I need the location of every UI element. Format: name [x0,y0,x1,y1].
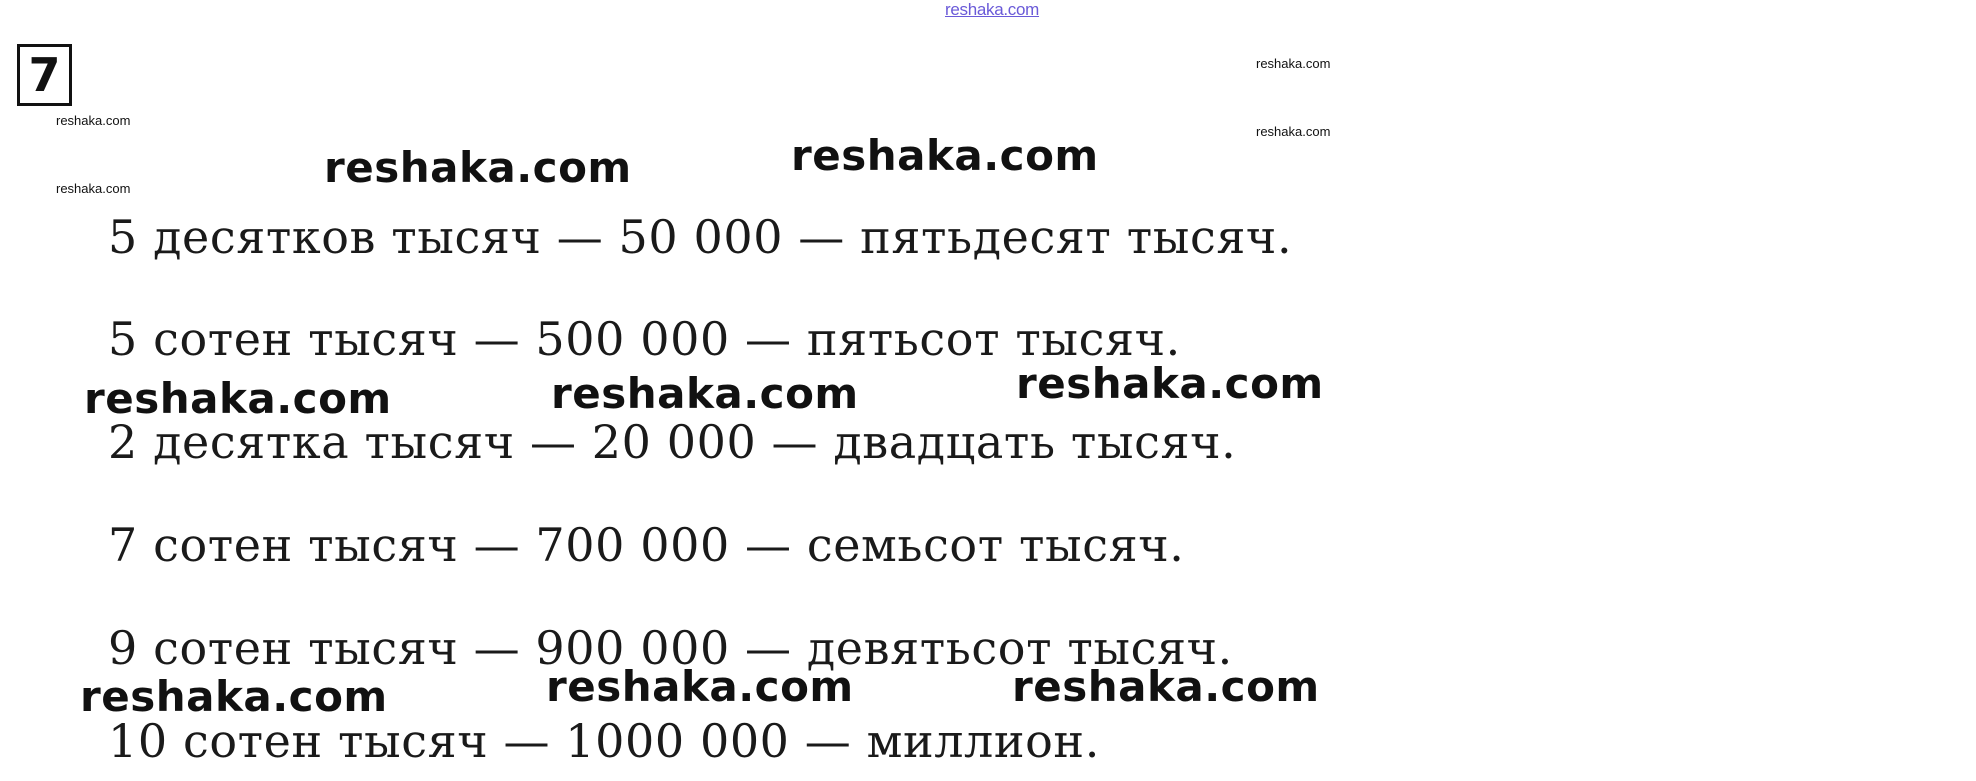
watermark-large: reshaka.com [324,143,632,192]
answer-line: 5 десятков тысяч — 50 000 — пятьдесят тысяч. [108,210,1293,264]
task-number-box [17,44,72,106]
watermark-large: reshaka.com [80,672,388,721]
watermark-large: reshaka.com [791,131,1099,180]
watermark-large: reshaka.com [84,374,392,423]
watermark-large: reshaka.com [1012,662,1320,711]
site-link[interactable]: reshaka.com [945,0,1040,19]
answer-line: 2 десятка тысяч — 20 000 — двадцать тысяч. [108,415,1237,469]
watermark-small: reshaka.com [56,181,131,196]
answer-line: 5 сотен тысяч — 500 000 — пятьсот тысяч. [108,312,1181,366]
watermark-small: reshaka.com [56,113,131,128]
task-number: 7 [28,48,61,102]
answer-line: 9 сотен тысяч — 900 000 — девятьсот тысяч. [108,621,1233,675]
watermark-large: reshaka.com [551,369,859,418]
answer-line: 7 сотен тысяч — 700 000 — семьсот тысяч. [108,518,1185,572]
answer-line: 10 сотен тысяч — 1000 000 — миллион. [108,714,1100,768]
watermark-large: reshaka.com [1016,359,1324,408]
watermark-small: reshaka.com [1256,56,1331,71]
watermark-small: reshaka.com [1256,124,1331,139]
watermark-large: reshaka.com [546,662,854,711]
